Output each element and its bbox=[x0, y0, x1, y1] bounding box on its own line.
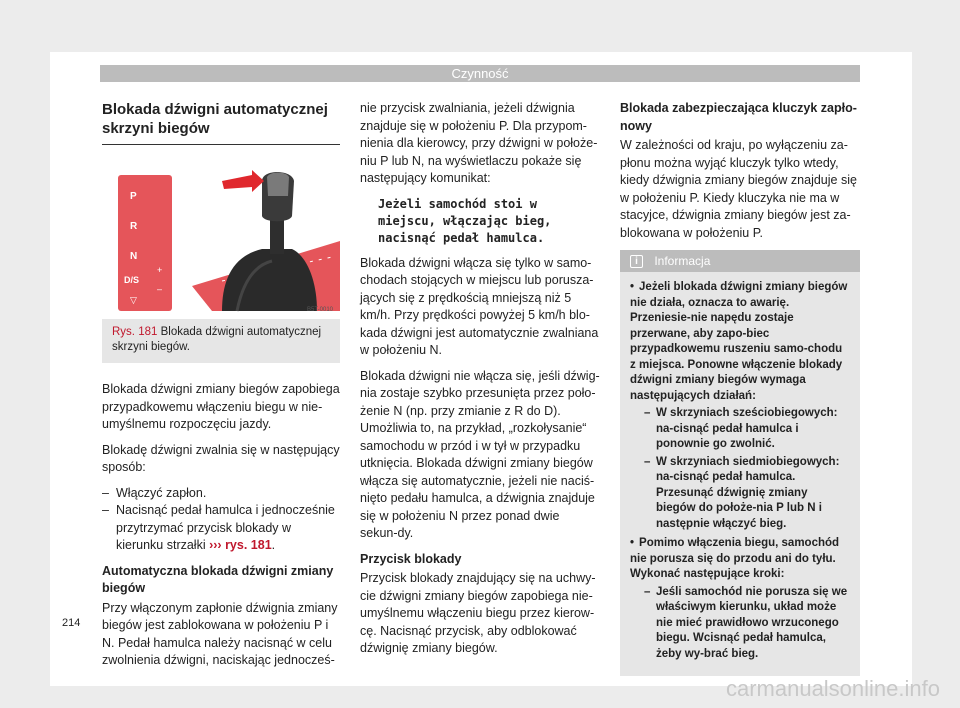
gear-shift-illustration bbox=[102, 161, 340, 319]
page-number: 214 bbox=[62, 617, 81, 629]
paragraph: Przycisk blokady znajdujący się na uchwy-cie dźwigni zmiany biegów zapobiega nie-umyślnemu włączeniu biegu przez kierow-cę. Nacisnąć przycisk, aby odblokować dźwignię zmiany biegów. bbox=[360, 571, 596, 655]
gear-label-plus: + bbox=[157, 265, 163, 275]
paragraph: Blokadę dźwigni zwalnia się w następujący sposób: bbox=[102, 442, 340, 474]
column-2 bbox=[360, 100, 600, 666]
page-header: Czynność bbox=[100, 65, 860, 82]
list-item: – Jeśli samochód nie porusza się we właściwym kierunku, układ może nie mieć prawidłowo wrzuconego biegu. Wcisnąć pedał hamulca, żeby wy-brać bieg. bbox=[644, 585, 850, 663]
paragraph: nie przycisk zwalniania, jeżeli dźwignia znajduje się w położeniu P. Dla przypom-nienia dla kierowcy, przy dźwigni w położe-niu P lub N, na wyświetlaczu pokaże się następujący komunikat: bbox=[360, 101, 598, 185]
info-bullet: • Pomimo włączenia biegu, samochód nie porusza się do przodu ani do tyłu. Wykonać następujące kroki: bbox=[630, 536, 850, 583]
steps-list bbox=[102, 485, 340, 555]
subheading: Automatyczna blokada dźwigni zmiany biegów bbox=[102, 563, 334, 595]
paragraph: Blokada dźwigni nie włącza się, jeśli dźwig-nia zostaje szybko przesunięta przez poło-żenie N (np. przy zmianie z R do D). Umożliwia to, na przykład, „rozkołysanie“ samochodu w przód i w tył w przypadku utknięcia. Blokada dźwigni zmiany biegów włącza się automatycznie, jeżeli nie naciś-nięto pedału hamulca, a dźwignia znajduje się w położeniu N przez ponad dwie sekun-dy. bbox=[360, 368, 600, 540]
paragraph: Przy włączonym zapłonie dźwignia zmiany biegów jest zablokowana w położeniu P i N. Pedał hamulca należy nacisnąć w celu zwolnienia dźwigni, naciskając jednocześ- bbox=[102, 600, 338, 667]
figure-caption bbox=[102, 319, 340, 363]
info-header bbox=[620, 250, 860, 272]
info-title: Informacja bbox=[654, 254, 711, 268]
gear-label-n: N bbox=[130, 251, 138, 262]
info-box bbox=[620, 250, 860, 676]
column-3 bbox=[620, 100, 860, 676]
gear-label-r: R bbox=[130, 221, 138, 232]
figure bbox=[102, 161, 340, 363]
section-title: Blokada dźwigni automatycznej skrzyni biegów bbox=[102, 100, 340, 145]
paragraph: W zależności od kraju, po wyłączeniu za-płonu można wyjąć kluczyk tylko wtedy, kiedy dźwignia zmiany biegów znajduje się w położeniu P. Kiedy kluczyka nie ma w stacyjce, dźwignia zmiany biegów jest za-blokowana w położeniu P. bbox=[620, 138, 857, 240]
figure-code: B5T-0010 bbox=[307, 307, 334, 313]
paragraph: Blokada dźwigni włącza się tylko w samo-chodach stojących w miejscu lub porusza-jących się z prędkością mniejszą niż 5 km/h. Przy prędkości powyżej 5 km/h blo-kada dźwigni jest automatycznie zwalniana w położeniu N. bbox=[360, 255, 599, 357]
list-item: – W skrzyniach siedmiobiegowych: na-cisnąć pedał hamulca. Przesunąć dźwignię zmiany biegów do położe-nia P lub N i następnie włączyć bieg. bbox=[644, 455, 850, 533]
subheading: Blokada zabezpieczająca kluczyk zapło-nowy bbox=[620, 101, 857, 133]
column-1 bbox=[102, 100, 340, 678]
gear-label-p: P bbox=[130, 191, 137, 202]
gear-label-ds: D/S bbox=[124, 275, 140, 285]
info-sublist bbox=[630, 585, 850, 663]
info-sublist bbox=[630, 406, 850, 532]
figure-caption-text: Blokada dźwigni automatycznej skrzyni biegów. bbox=[112, 326, 322, 353]
figure-reference-link[interactable]: ››› rys. 181 bbox=[209, 538, 272, 552]
info-bullet: • Jeżeli blokada dźwigni zmiany biegów nie działa, oznacza to awarię. Przeniesie-nie napędu zostaje przerwane, aby zapo-biec przypadkowemu ruszeniu samo-chodu z miejsca. Ponowne włączenie blokady dźwigni zmiany biegów wymaga następujących działań: bbox=[630, 280, 850, 404]
gear-label-tiptronic: ▽ bbox=[130, 295, 137, 305]
gear-label-minus: – bbox=[157, 284, 163, 294]
list-item: – Włączyć zapłon. bbox=[102, 485, 340, 503]
paragraph: Blokada dźwigni zmiany biegów zapobiega przypadkowemu włączeniu biegu w nie-umyślnemu rozpoczęciu jazdy. bbox=[102, 382, 340, 431]
info-body bbox=[620, 272, 860, 676]
list-item: – Nacisnąć pedał hamulca i jednocześnie przytrzymać przycisk blokady w kierunku strzałki ››› rys. 181. bbox=[102, 502, 340, 555]
info-icon: i bbox=[630, 255, 643, 268]
list-item: – W skrzyniach sześciobiegowych: na-cisnąć pedał hamulca i ponownie go zwolnić. bbox=[644, 406, 850, 453]
watermark: carmanualsonline.info bbox=[725, 676, 940, 701]
subheading: Przycisk blokady bbox=[360, 551, 462, 566]
display-message: Jeżeli samochód stoi w miejscu, włączając bieg, nacisnąć pedał hamulca. bbox=[378, 196, 552, 245]
figure-caption-label: Rys. 181 bbox=[112, 326, 158, 338]
